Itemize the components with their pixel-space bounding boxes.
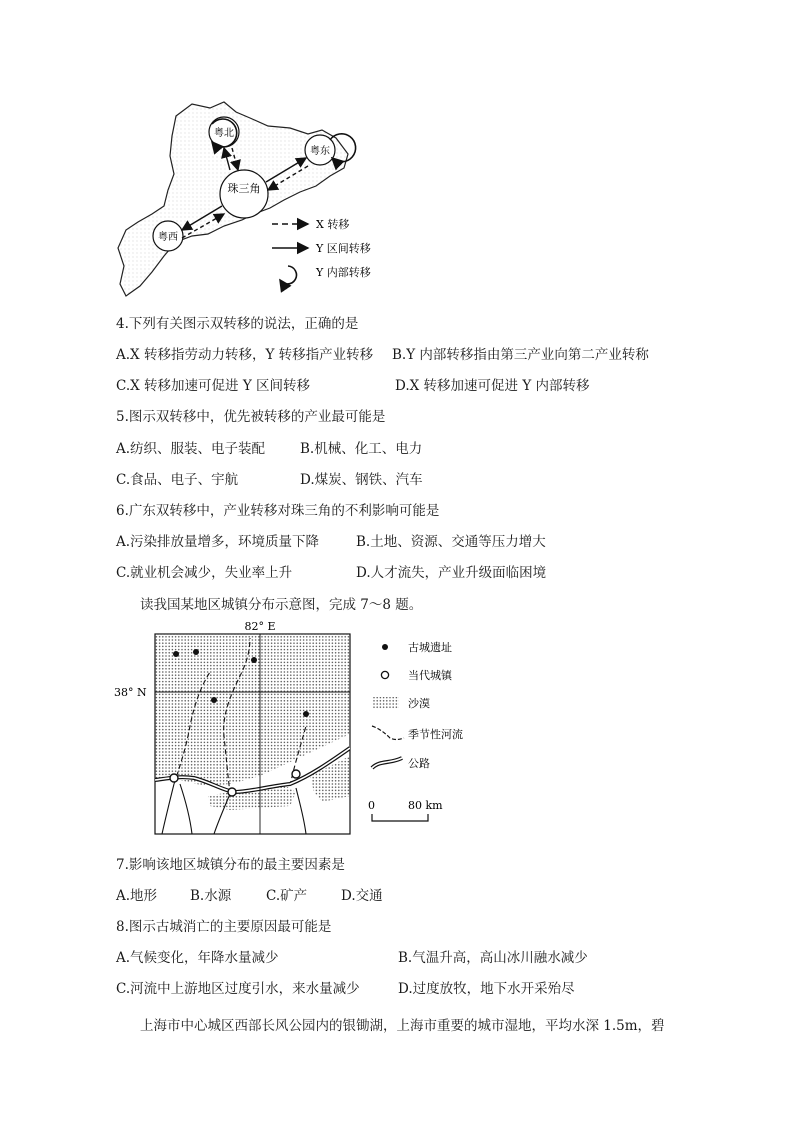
legend-ancient-symbol <box>382 644 388 650</box>
q5-option-c: C.食品、电子、宇航 <box>116 472 239 488</box>
q8-option-d: D.过度放牧，地下水开采殆尽 <box>398 981 575 997</box>
ancient-ruin-1 <box>173 651 179 657</box>
intro-9: 上海市中心城区西部长风公园内的银锄湖，上海市重要的城市湿地，平均水深 1.5m，碧 <box>140 1018 665 1034</box>
q7-option-b: B.水源 <box>190 888 232 904</box>
intro-7-8: 读我国某地区城镇分布示意图，完成 7～8 题。 <box>140 597 423 613</box>
modern-town-2 <box>228 788 236 796</box>
region-label-delta: 珠三角 <box>227 182 261 195</box>
legend-y-inter-label: Y 区间转移 <box>316 242 371 255</box>
modern-town-1 <box>170 774 178 782</box>
q7-option-d: D.交通 <box>341 888 383 904</box>
scale-zero-label: 0 <box>368 799 375 812</box>
legend-y-inner-symbol <box>280 266 296 284</box>
modern-town-3 <box>292 770 300 778</box>
q6-option-a: A.污染排放量增多，环境质量下降 <box>116 534 320 550</box>
q4-option-d: D.X 转移加速可促进 Y 内部转移 <box>395 378 590 394</box>
q6-option-c: C.就业机会减少，失业率上升 <box>116 565 293 581</box>
longitude-label: 82° E <box>244 620 276 633</box>
town-distribution-map <box>110 616 490 841</box>
q7-option-c: C.矿产 <box>266 888 308 904</box>
q7-stem: 7.影响该地区城镇分布的最主要因素是 <box>116 857 345 873</box>
q4-stem: 4.下列有关图示双转移的说法，正确的是 <box>116 316 359 332</box>
q5-option-b: B.机械、化工、电力 <box>300 441 423 457</box>
ancient-ruin-3 <box>251 657 257 663</box>
legend-desert-label: 沙漠 <box>408 697 430 710</box>
q8-option-a: A.气候变化，年降水量减少 <box>116 950 279 966</box>
q5-stem: 5.图示双转移中，优先被转移的产业最可能是 <box>116 409 386 425</box>
region-label-north: 粤北 <box>214 128 234 139</box>
q6-stem: 6.广东双转移中，产业转移对珠三角的不利影响可能是 <box>116 503 440 519</box>
ancient-ruin-4 <box>211 697 217 703</box>
legend-road-label: 公路 <box>408 757 430 770</box>
q5-option-a: A.纺织、服装、电子装配 <box>116 441 266 457</box>
q4-option-b: B.Y 内部转移指由第三产业向第二产业转称 <box>392 347 649 363</box>
legend-ancient-label: 古城遗址 <box>408 641 452 654</box>
q8-option-b: B.气温升高，高山冰川融水减少 <box>398 950 588 966</box>
scale-end-label: 80 km <box>408 799 443 812</box>
legend-modern-symbol <box>381 671 388 678</box>
q6-option-d: D.人才流失，产业升级面临困境 <box>356 565 547 581</box>
latitude-label: 38° N <box>114 686 147 699</box>
guangdong-transfer-map <box>112 96 412 306</box>
q8-option-c: C.河流中上游地区过度引水，来水量减少 <box>116 981 360 997</box>
legend-modern-label: 当代城镇 <box>408 669 452 682</box>
guangdong-map-svg <box>112 96 412 306</box>
q5-option-d: D.煤炭、钢铁、汽车 <box>300 472 423 488</box>
q4-option-a: A.X 转移指劳动力转移，Y 转移指产业转移 <box>116 347 374 363</box>
q7-option-a: A.地形 <box>116 888 158 904</box>
q6-option-b: B.土地、资源、交通等压力增大 <box>356 534 546 550</box>
region-label-east: 粤东 <box>310 146 330 157</box>
legend-desert-symbol <box>373 697 399 709</box>
ancient-ruin-5 <box>303 711 309 717</box>
q4-option-c: C.X 转移加速可促进 Y 区间转移 <box>116 378 311 394</box>
ancient-ruin-2 <box>193 649 199 655</box>
q8-stem: 8.图示古城消亡的主要原因最可能是 <box>116 919 332 935</box>
legend-y-inner-label: Y 内部转移 <box>316 266 371 279</box>
legend-x-label: X 转移 <box>316 218 350 231</box>
legend-river-label: 季节性河流 <box>408 728 463 741</box>
town-map-svg <box>110 616 490 841</box>
region-label-west: 粤西 <box>158 232 178 243</box>
scale-bar <box>372 814 428 821</box>
legend-river-symbol <box>372 726 404 740</box>
